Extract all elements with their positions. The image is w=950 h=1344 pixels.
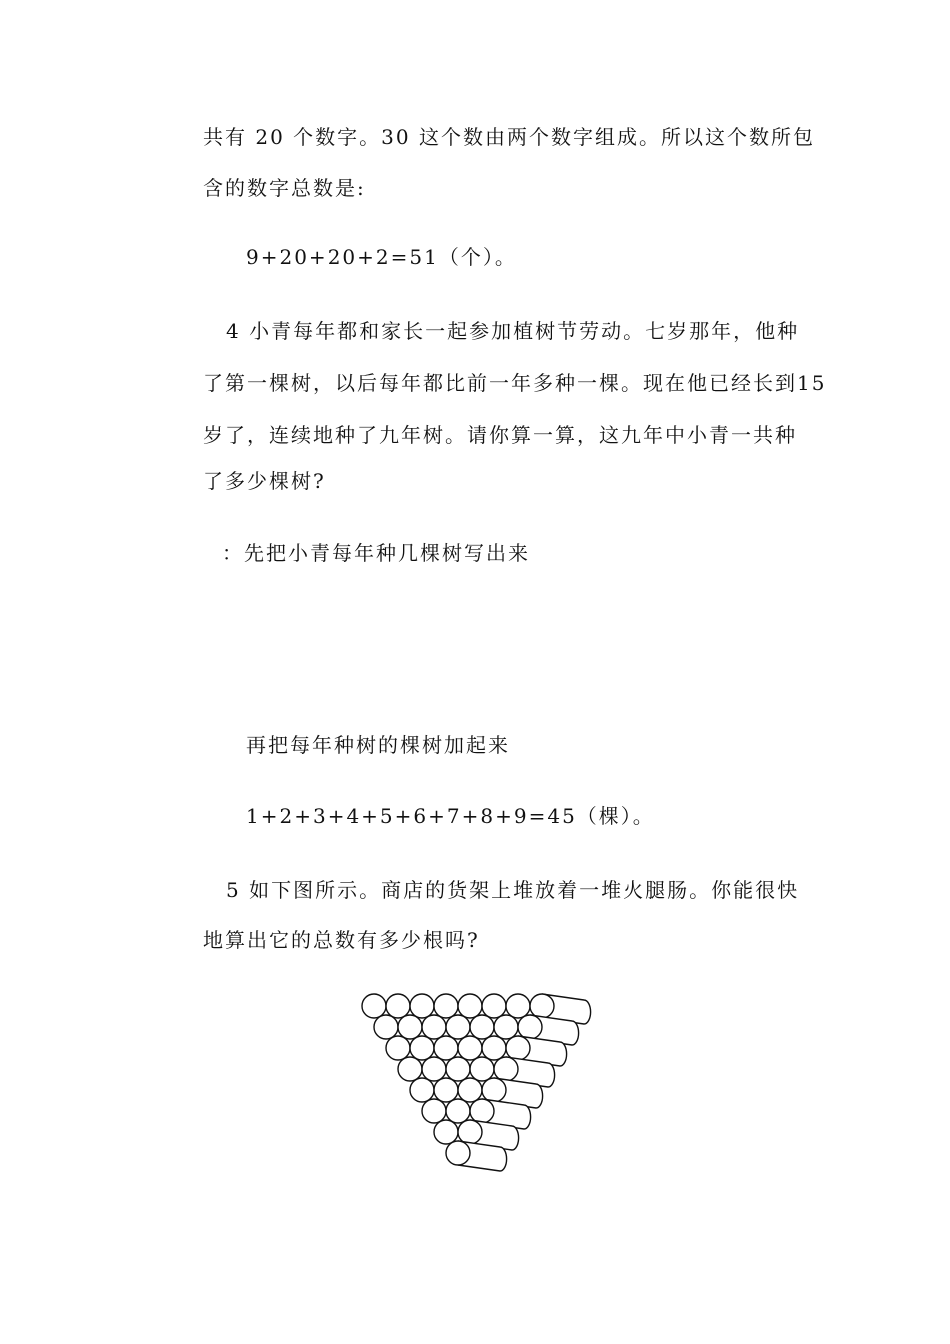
- sausage-end: [446, 1057, 470, 1081]
- sausage-end: [446, 1015, 470, 1039]
- sausage-end: [482, 1078, 506, 1102]
- sausage-end: [458, 1036, 482, 1060]
- sausage-end: [374, 1015, 398, 1039]
- paragraph-line: 共有 20 个数字。30 这个数由两个数字组成。所以这个数所包: [203, 125, 815, 149]
- sausage-end: [422, 1015, 446, 1039]
- sausage-end: [470, 1057, 494, 1081]
- sausage-stack-drawing: [360, 990, 620, 1190]
- sausage-end: [446, 1099, 470, 1123]
- sausage-stack-figure: [360, 990, 620, 1190]
- sausage-end: [410, 1078, 434, 1102]
- sausage-end: [422, 1057, 446, 1081]
- sausage-end: [446, 1141, 470, 1165]
- question-4-line: 4 小青每年都和家长一起参加植树节劳动。七岁那年，他种: [226, 319, 800, 343]
- question-4-line: 了多少棵树?: [203, 469, 326, 493]
- sausage-end: [398, 1015, 422, 1039]
- sausage-end: [410, 1036, 434, 1060]
- answer-4-line: ：先把小青每年种几棵树写出来: [222, 541, 530, 565]
- equation-trees: 1+2+3+4+5+6+7+8+9=45（棵）。: [246, 804, 655, 828]
- sausage-end: [506, 994, 530, 1018]
- question-4-line: 岁了，连续地种了九年树。请你算一算，这九年中小青一共种: [203, 423, 797, 447]
- sausage-end: [470, 1015, 494, 1039]
- question-5-line: 地算出它的总数有多少根吗?: [203, 928, 480, 952]
- sausage-end: [470, 1099, 494, 1123]
- sausage-end: [362, 994, 386, 1018]
- sausage-end: [434, 1078, 458, 1102]
- sausage-end: [386, 994, 410, 1018]
- sausage-end: [482, 994, 506, 1018]
- answer-4-line: 再把每年种树的棵树加起来: [246, 733, 510, 757]
- question-4-line: 了第一棵树，以后每年都比前一年多种一棵。现在他已经长到15: [203, 371, 827, 395]
- paragraph-line: 含的数字总数是:: [203, 176, 366, 200]
- sausage-end: [506, 1036, 530, 1060]
- equation-count: 9+20+20+2=51（个）。: [246, 245, 517, 269]
- sausage-end: [458, 1120, 482, 1144]
- sausage-end: [530, 994, 554, 1018]
- sausage-end: [494, 1015, 518, 1039]
- sausage-end: [434, 1036, 458, 1060]
- sausage-end: [458, 1078, 482, 1102]
- sausage-end: [410, 994, 434, 1018]
- sausage-end: [458, 994, 482, 1018]
- sausage-end: [518, 1015, 542, 1039]
- sausage-end: [386, 1036, 410, 1060]
- sausage-end: [422, 1099, 446, 1123]
- sausage-end: [494, 1057, 518, 1081]
- sausage-end: [398, 1057, 422, 1081]
- sausage-end: [434, 1120, 458, 1144]
- question-5-line: 5 如下图所示。商店的货架上堆放着一堆火腿肠。你能很快: [226, 878, 800, 902]
- sausage-end: [482, 1036, 506, 1060]
- sausage-end: [434, 994, 458, 1018]
